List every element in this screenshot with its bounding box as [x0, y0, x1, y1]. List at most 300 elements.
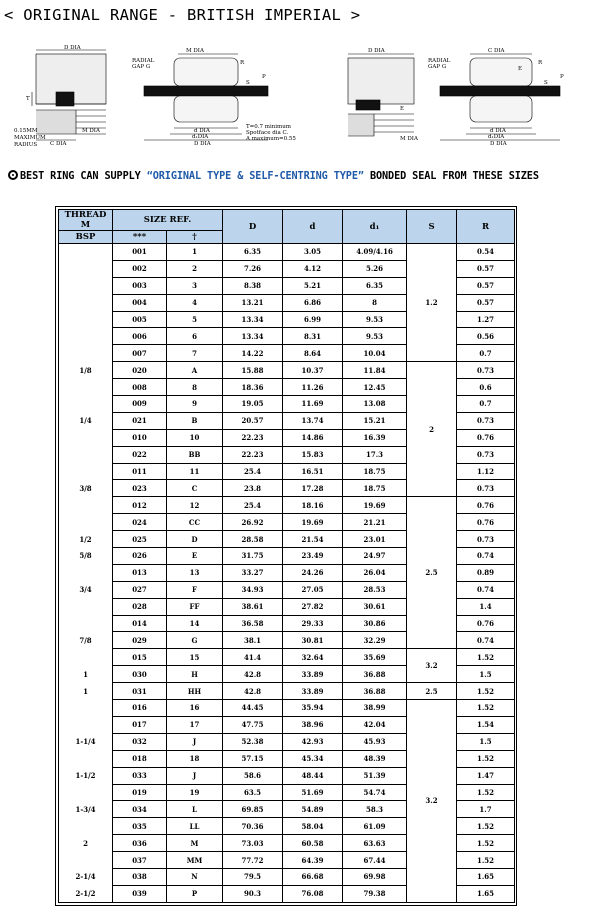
cell-R: 0.76 — [457, 514, 515, 531]
cell-ref2: G — [167, 632, 223, 649]
cell-D: 7.26 — [223, 260, 283, 277]
diag-left-t: T — [26, 96, 30, 102]
header-d1: d₁ — [343, 210, 407, 244]
header-S: S — [407, 210, 457, 244]
cell-thread — [59, 311, 113, 328]
cell-d: 10.37 — [283, 362, 343, 379]
cell-thread: 3/8 — [59, 480, 113, 497]
cell-ref2: 11 — [167, 463, 223, 480]
cell-ref2: LL — [167, 818, 223, 835]
table-row — [59, 244, 515, 261]
cell-R: 0.73 — [457, 531, 515, 548]
diag-right-r: R — [538, 60, 543, 66]
cell-d: 3.05 — [283, 244, 343, 261]
cell-ref: 035 — [113, 818, 167, 835]
cell-d: 51.69 — [283, 784, 343, 801]
cell-ref: 039 — [113, 885, 167, 902]
cell-d1: 51.39 — [343, 767, 407, 784]
header-bsp: BSP — [59, 231, 113, 244]
cell-ref: 022 — [113, 446, 167, 463]
cell-thread — [59, 716, 113, 733]
cell-R: 1.52 — [457, 649, 515, 666]
header-R: R — [457, 210, 515, 244]
header-d: d — [283, 210, 343, 244]
cell-ref: 031 — [113, 683, 167, 700]
cell-thread — [59, 446, 113, 463]
cell-R: 1.52 — [457, 750, 515, 767]
cell-ref: 017 — [113, 716, 167, 733]
cell-thread: 2-1/4 — [59, 868, 113, 885]
cell-R: 0.74 — [457, 632, 515, 649]
cell-ref2: 7 — [167, 345, 223, 362]
header-D: D — [223, 210, 283, 244]
cell-D: 28.58 — [223, 531, 283, 548]
cell-R: 1.52 — [457, 852, 515, 869]
cell-R: 0.57 — [457, 260, 515, 277]
cell-d1: 30.86 — [343, 615, 407, 632]
cell-d: 64.39 — [283, 852, 343, 869]
cell-ref: 028 — [113, 598, 167, 615]
cell-d: 27.82 — [283, 598, 343, 615]
cell-d1: 6.35 — [343, 277, 407, 294]
cell-thread: 5/8 — [59, 548, 113, 565]
diag-right-d1-small: d₁DIA — [488, 134, 505, 140]
cell-d: 42.93 — [283, 733, 343, 750]
cell-ref2: 6 — [167, 328, 223, 345]
cell-thread — [59, 294, 113, 311]
cell-D: 13.21 — [223, 294, 283, 311]
diagram-left — [32, 50, 106, 140]
cell-d1: 16.39 — [343, 429, 407, 446]
cell-d1: 58.3 — [343, 801, 407, 818]
cell-thread: 1 — [59, 683, 113, 700]
size-table — [58, 209, 515, 903]
cell-S: 2 — [407, 362, 457, 497]
cell-ref2: 18 — [167, 750, 223, 767]
cell-d: 14.86 — [283, 429, 343, 446]
cell-ref: 016 — [113, 700, 167, 717]
cell-d1: 38.99 — [343, 700, 407, 717]
cell-ref: 015 — [113, 649, 167, 666]
cell-d1: 19.69 — [343, 497, 407, 514]
diag-mid-gap-1: RADIAL — [132, 58, 155, 64]
cell-d1: 26.04 — [343, 564, 407, 581]
cell-thread — [59, 649, 113, 666]
diag-right-d-big: D DIA — [490, 141, 507, 147]
cell-R: 0.89 — [457, 564, 515, 581]
cell-R: 1.12 — [457, 463, 515, 480]
diagram-right-a — [348, 54, 414, 136]
cell-d1: 9.53 — [343, 328, 407, 345]
cell-R: 0.76 — [457, 429, 515, 446]
cell-d1: 13.08 — [343, 396, 407, 413]
cell-thread — [59, 598, 113, 615]
cell-ref: 026 — [113, 548, 167, 565]
cell-D: 79.5 — [223, 868, 283, 885]
cell-S: 2.5 — [407, 497, 457, 649]
cell-d1: 32.29 — [343, 632, 407, 649]
cell-R: 0.73 — [457, 362, 515, 379]
cell-ref2: 10 — [167, 429, 223, 446]
target-bullet-icon — [8, 170, 18, 180]
cell-thread: 2-1/2 — [59, 885, 113, 902]
cell-d: 76.08 — [283, 885, 343, 902]
cell-R: 1.52 — [457, 784, 515, 801]
cell-ref2: D — [167, 531, 223, 548]
cell-ref: 038 — [113, 868, 167, 885]
cell-ref: 021 — [113, 412, 167, 429]
cell-thread — [59, 463, 113, 480]
cell-R: 1.52 — [457, 700, 515, 717]
cell-S: 2.5 — [407, 683, 457, 700]
cell-R: 1.52 — [457, 818, 515, 835]
cell-R: 0.73 — [457, 412, 515, 429]
cell-thread — [59, 277, 113, 294]
cell-ref: 024 — [113, 514, 167, 531]
cell-D: 22.23 — [223, 429, 283, 446]
cell-ref2: 15 — [167, 649, 223, 666]
cell-ref2: 9 — [167, 396, 223, 413]
diag-right-d-small: d DIA — [490, 128, 506, 134]
cell-d1: 4.09/4.16 — [343, 244, 407, 261]
cell-d: 13.74 — [283, 412, 343, 429]
cell-R: 1.4 — [457, 598, 515, 615]
cell-D: 47.75 — [223, 716, 283, 733]
cell-thread: 1 — [59, 666, 113, 683]
cell-d1: 15.21 — [343, 412, 407, 429]
diag-mid-m-dia: M DIA — [186, 48, 204, 54]
cell-ref: 009 — [113, 396, 167, 413]
cell-S: 3.2 — [407, 700, 457, 903]
cell-d: 4.12 — [283, 260, 343, 277]
table-row — [59, 649, 515, 666]
cell-D: 8.38 — [223, 277, 283, 294]
cell-ref: 027 — [113, 581, 167, 598]
cell-d: 33.89 — [283, 666, 343, 683]
cell-d1: 36.88 — [343, 683, 407, 700]
cell-R: 0.76 — [457, 497, 515, 514]
cell-ref: 023 — [113, 480, 167, 497]
diag-mid-d1-small: d₁DIA — [192, 134, 209, 140]
cell-R: 1.54 — [457, 716, 515, 733]
cell-ref2: 4 — [167, 294, 223, 311]
cell-d: 11.69 — [283, 396, 343, 413]
cell-d1: 36.88 — [343, 666, 407, 683]
cell-R: 0.57 — [457, 294, 515, 311]
cell-d1: 45.93 — [343, 733, 407, 750]
cell-R: 0.76 — [457, 615, 515, 632]
cell-ref2: CC — [167, 514, 223, 531]
cell-ref2: P — [167, 885, 223, 902]
cell-d: 32.64 — [283, 649, 343, 666]
cell-D: 25.4 — [223, 463, 283, 480]
cell-ref2: 17 — [167, 716, 223, 733]
cell-ref: 014 — [113, 615, 167, 632]
cell-ref: 036 — [113, 835, 167, 852]
supply-suffix: BONDED SEAL FROM THESE SIZES — [363, 171, 539, 182]
table-row — [59, 700, 515, 717]
cell-ref: 020 — [113, 362, 167, 379]
cell-d1: 9.53 — [343, 311, 407, 328]
cell-d1: 24.97 — [343, 548, 407, 565]
cell-ref2: J — [167, 733, 223, 750]
supply-note — [8, 170, 539, 182]
cell-d1: 8 — [343, 294, 407, 311]
cell-d1: 42.04 — [343, 716, 407, 733]
cell-d1: 48.39 — [343, 750, 407, 767]
cell-ref2: MM — [167, 852, 223, 869]
cell-thread: 1/4 — [59, 412, 113, 429]
cell-d1: 54.74 — [343, 784, 407, 801]
cell-D: 57.15 — [223, 750, 283, 767]
cell-ref2: 14 — [167, 615, 223, 632]
cell-R: 0.54 — [457, 244, 515, 261]
cell-d: 33.89 — [283, 683, 343, 700]
cell-ref: 013 — [113, 564, 167, 581]
cell-thread — [59, 497, 113, 514]
cell-D: 44.45 — [223, 700, 283, 717]
cell-thread: 1-1/4 — [59, 733, 113, 750]
supply-prefix: BEST RING CAN SUPPLY — [20, 171, 147, 182]
cell-thread — [59, 564, 113, 581]
cell-d: 66.68 — [283, 868, 343, 885]
cell-d: 27.05 — [283, 581, 343, 598]
cell-thread — [59, 818, 113, 835]
diag-right-d-dia: D DIA — [368, 48, 385, 54]
cell-d: 6.86 — [283, 294, 343, 311]
cell-ref: 032 — [113, 733, 167, 750]
cell-D: 34.93 — [223, 581, 283, 598]
cell-thread: 2 — [59, 835, 113, 852]
cell-ref: 033 — [113, 767, 167, 784]
cell-R: 0.56 — [457, 328, 515, 345]
cell-d: 5.21 — [283, 277, 343, 294]
cell-R: 1.27 — [457, 311, 515, 328]
page-title: < ORIGINAL RANGE - BRITISH IMPERIAL > — [4, 6, 361, 24]
cell-d1: 79.38 — [343, 885, 407, 902]
cell-d: 16.51 — [283, 463, 343, 480]
cell-ref: 008 — [113, 379, 167, 396]
cell-R: 1.65 — [457, 868, 515, 885]
cell-S: 1.2 — [407, 244, 457, 362]
cell-thread — [59, 784, 113, 801]
cell-thread: 3/4 — [59, 581, 113, 598]
cell-ref2: F — [167, 581, 223, 598]
cell-D: 42.8 — [223, 683, 283, 700]
cell-d: 29.33 — [283, 615, 343, 632]
cell-ref2: 19 — [167, 784, 223, 801]
diag-right-e2: E — [518, 66, 523, 72]
cell-d1: 28.53 — [343, 581, 407, 598]
supply-highlight: “ORIGINAL TYPE & SELF-CENTRING TYPE” — [146, 171, 364, 182]
cell-ref2: H — [167, 666, 223, 683]
cell-D: 52.38 — [223, 733, 283, 750]
cell-ref2: 1 — [167, 244, 223, 261]
cell-d: 8.64 — [283, 345, 343, 362]
cell-d: 60.58 — [283, 835, 343, 852]
cell-ref: 005 — [113, 311, 167, 328]
cell-R: 1.52 — [457, 683, 515, 700]
cell-d: 45.34 — [283, 750, 343, 767]
cell-D: 41.4 — [223, 649, 283, 666]
cell-D: 18.36 — [223, 379, 283, 396]
cell-d1: 10.04 — [343, 345, 407, 362]
cell-d1: 11.84 — [343, 362, 407, 379]
diag-right-e: E — [400, 106, 405, 112]
diag-left-d-dia: D DIA — [64, 45, 81, 51]
cell-thread: 1-3/4 — [59, 801, 113, 818]
cell-D: 6.35 — [223, 244, 283, 261]
cell-thread — [59, 750, 113, 767]
cell-ref2: M — [167, 835, 223, 852]
cell-thread — [59, 615, 113, 632]
diag-right-s: S — [544, 80, 548, 86]
cell-ref2: FF — [167, 598, 223, 615]
cell-d1: 67.44 — [343, 852, 407, 869]
cell-D: 77.72 — [223, 852, 283, 869]
cell-D: 15.88 — [223, 362, 283, 379]
cell-ref: 018 — [113, 750, 167, 767]
diag-left-radius-1: 0.15MM — [14, 128, 38, 134]
cell-D: 25.4 — [223, 497, 283, 514]
cell-d1: 18.75 — [343, 463, 407, 480]
cell-d1: 12.45 — [343, 379, 407, 396]
cell-ref2: HH — [167, 683, 223, 700]
cell-R: 0.7 — [457, 345, 515, 362]
cell-thread — [59, 396, 113, 413]
cell-d: 58.04 — [283, 818, 343, 835]
size-table-body — [59, 244, 515, 903]
cell-D: 38.61 — [223, 598, 283, 615]
cell-ref: 025 — [113, 531, 167, 548]
cell-ref2: 2 — [167, 260, 223, 277]
cell-thread: 1/2 — [59, 531, 113, 548]
cell-ref2: 16 — [167, 700, 223, 717]
cell-ref2: L — [167, 801, 223, 818]
diag-left-m-dia: M DIA — [82, 128, 100, 134]
cell-thread — [59, 328, 113, 345]
cell-D: 70.36 — [223, 818, 283, 835]
cell-d1: 61.09 — [343, 818, 407, 835]
diag-mid-p: P — [262, 74, 266, 80]
table-row — [59, 497, 515, 514]
cell-ref2: 13 — [167, 564, 223, 581]
cell-R: 0.6 — [457, 379, 515, 396]
table-row — [59, 362, 515, 379]
cell-D: 13.34 — [223, 328, 283, 345]
cell-ref: 012 — [113, 497, 167, 514]
cell-ref2: E — [167, 548, 223, 565]
cell-d1: 35.69 — [343, 649, 407, 666]
diag-right-gap-2: GAP G — [428, 64, 447, 70]
cell-d1: 69.98 — [343, 868, 407, 885]
cell-thread — [59, 852, 113, 869]
cell-R: 1.5 — [457, 666, 515, 683]
cell-d1: 18.75 — [343, 480, 407, 497]
cell-R: 0.74 — [457, 548, 515, 565]
cell-d: 19.69 — [283, 514, 343, 531]
cell-d: 38.96 — [283, 716, 343, 733]
cell-D: 33.27 — [223, 564, 283, 581]
cell-d: 21.54 — [283, 531, 343, 548]
header-dagger: † — [167, 231, 223, 244]
cell-ref2: 8 — [167, 379, 223, 396]
seal-diagrams — [14, 44, 599, 159]
cell-d1: 21.21 — [343, 514, 407, 531]
cell-d: 35.94 — [283, 700, 343, 717]
cell-ref: 002 — [113, 260, 167, 277]
cell-thread — [59, 379, 113, 396]
diag-left-c-dia: C DIA — [50, 141, 67, 147]
cell-d1: 23.01 — [343, 531, 407, 548]
cell-d: 18.16 — [283, 497, 343, 514]
cell-thread: 1/8 — [59, 362, 113, 379]
cell-D: 22.23 — [223, 446, 283, 463]
diag-mid-r: R — [240, 60, 245, 66]
cell-D: 58.6 — [223, 767, 283, 784]
cell-ref2: 12 — [167, 497, 223, 514]
cell-R: 1.52 — [457, 835, 515, 852]
cell-d1: 5.26 — [343, 260, 407, 277]
diag-mid-note-2: Spotface dia C. — [246, 130, 289, 136]
cell-D: 13.34 — [223, 311, 283, 328]
cell-thread — [59, 514, 113, 531]
diag-mid-gap-2: GAP G — [132, 64, 151, 70]
cell-thread: 1-1/2 — [59, 767, 113, 784]
cell-D: 20.57 — [223, 412, 283, 429]
cell-D: 38.1 — [223, 632, 283, 649]
diag-right-gap-1: RADIAL — [428, 58, 451, 64]
cell-d1: 63.63 — [343, 835, 407, 852]
cell-ref2: 5 — [167, 311, 223, 328]
cell-ref2: C — [167, 480, 223, 497]
cell-D: 63.5 — [223, 784, 283, 801]
cell-ref: 006 — [113, 328, 167, 345]
cell-D: 73.03 — [223, 835, 283, 852]
cell-d: 11.26 — [283, 379, 343, 396]
cell-D: 23.8 — [223, 480, 283, 497]
cell-ref: 030 — [113, 666, 167, 683]
cell-D: 90.3 — [223, 885, 283, 902]
cell-ref: 037 — [113, 852, 167, 869]
header-thread-m: THREAD M — [59, 210, 113, 231]
diag-mid-d-small: d DIA — [194, 128, 210, 134]
header-size-ref: SIZE REF. — [113, 210, 223, 231]
cell-D: 36.58 — [223, 615, 283, 632]
cell-R: 1.47 — [457, 767, 515, 784]
cell-R: 1.65 — [457, 885, 515, 902]
cell-d: 24.26 — [283, 564, 343, 581]
cell-d: 30.81 — [283, 632, 343, 649]
cell-ref2: N — [167, 868, 223, 885]
diag-mid-note-1: T=0.7 minimum — [246, 124, 292, 130]
size-table-frame — [55, 206, 517, 906]
diag-right-p: P — [560, 74, 564, 80]
diag-mid-note-3: A maximum=0.55 — [246, 136, 296, 142]
cell-ref: 007 — [113, 345, 167, 362]
cell-thread: 7/8 — [59, 632, 113, 649]
cell-D: 69.85 — [223, 801, 283, 818]
diag-mid-s: S — [246, 80, 250, 86]
cell-D: 42.8 — [223, 666, 283, 683]
cell-R: 1.7 — [457, 801, 515, 818]
cell-ref: 003 — [113, 277, 167, 294]
cell-d: 23.49 — [283, 548, 343, 565]
cell-ref2: A — [167, 362, 223, 379]
cell-d: 17.28 — [283, 480, 343, 497]
cell-d: 6.99 — [283, 311, 343, 328]
cell-ref: 034 — [113, 801, 167, 818]
